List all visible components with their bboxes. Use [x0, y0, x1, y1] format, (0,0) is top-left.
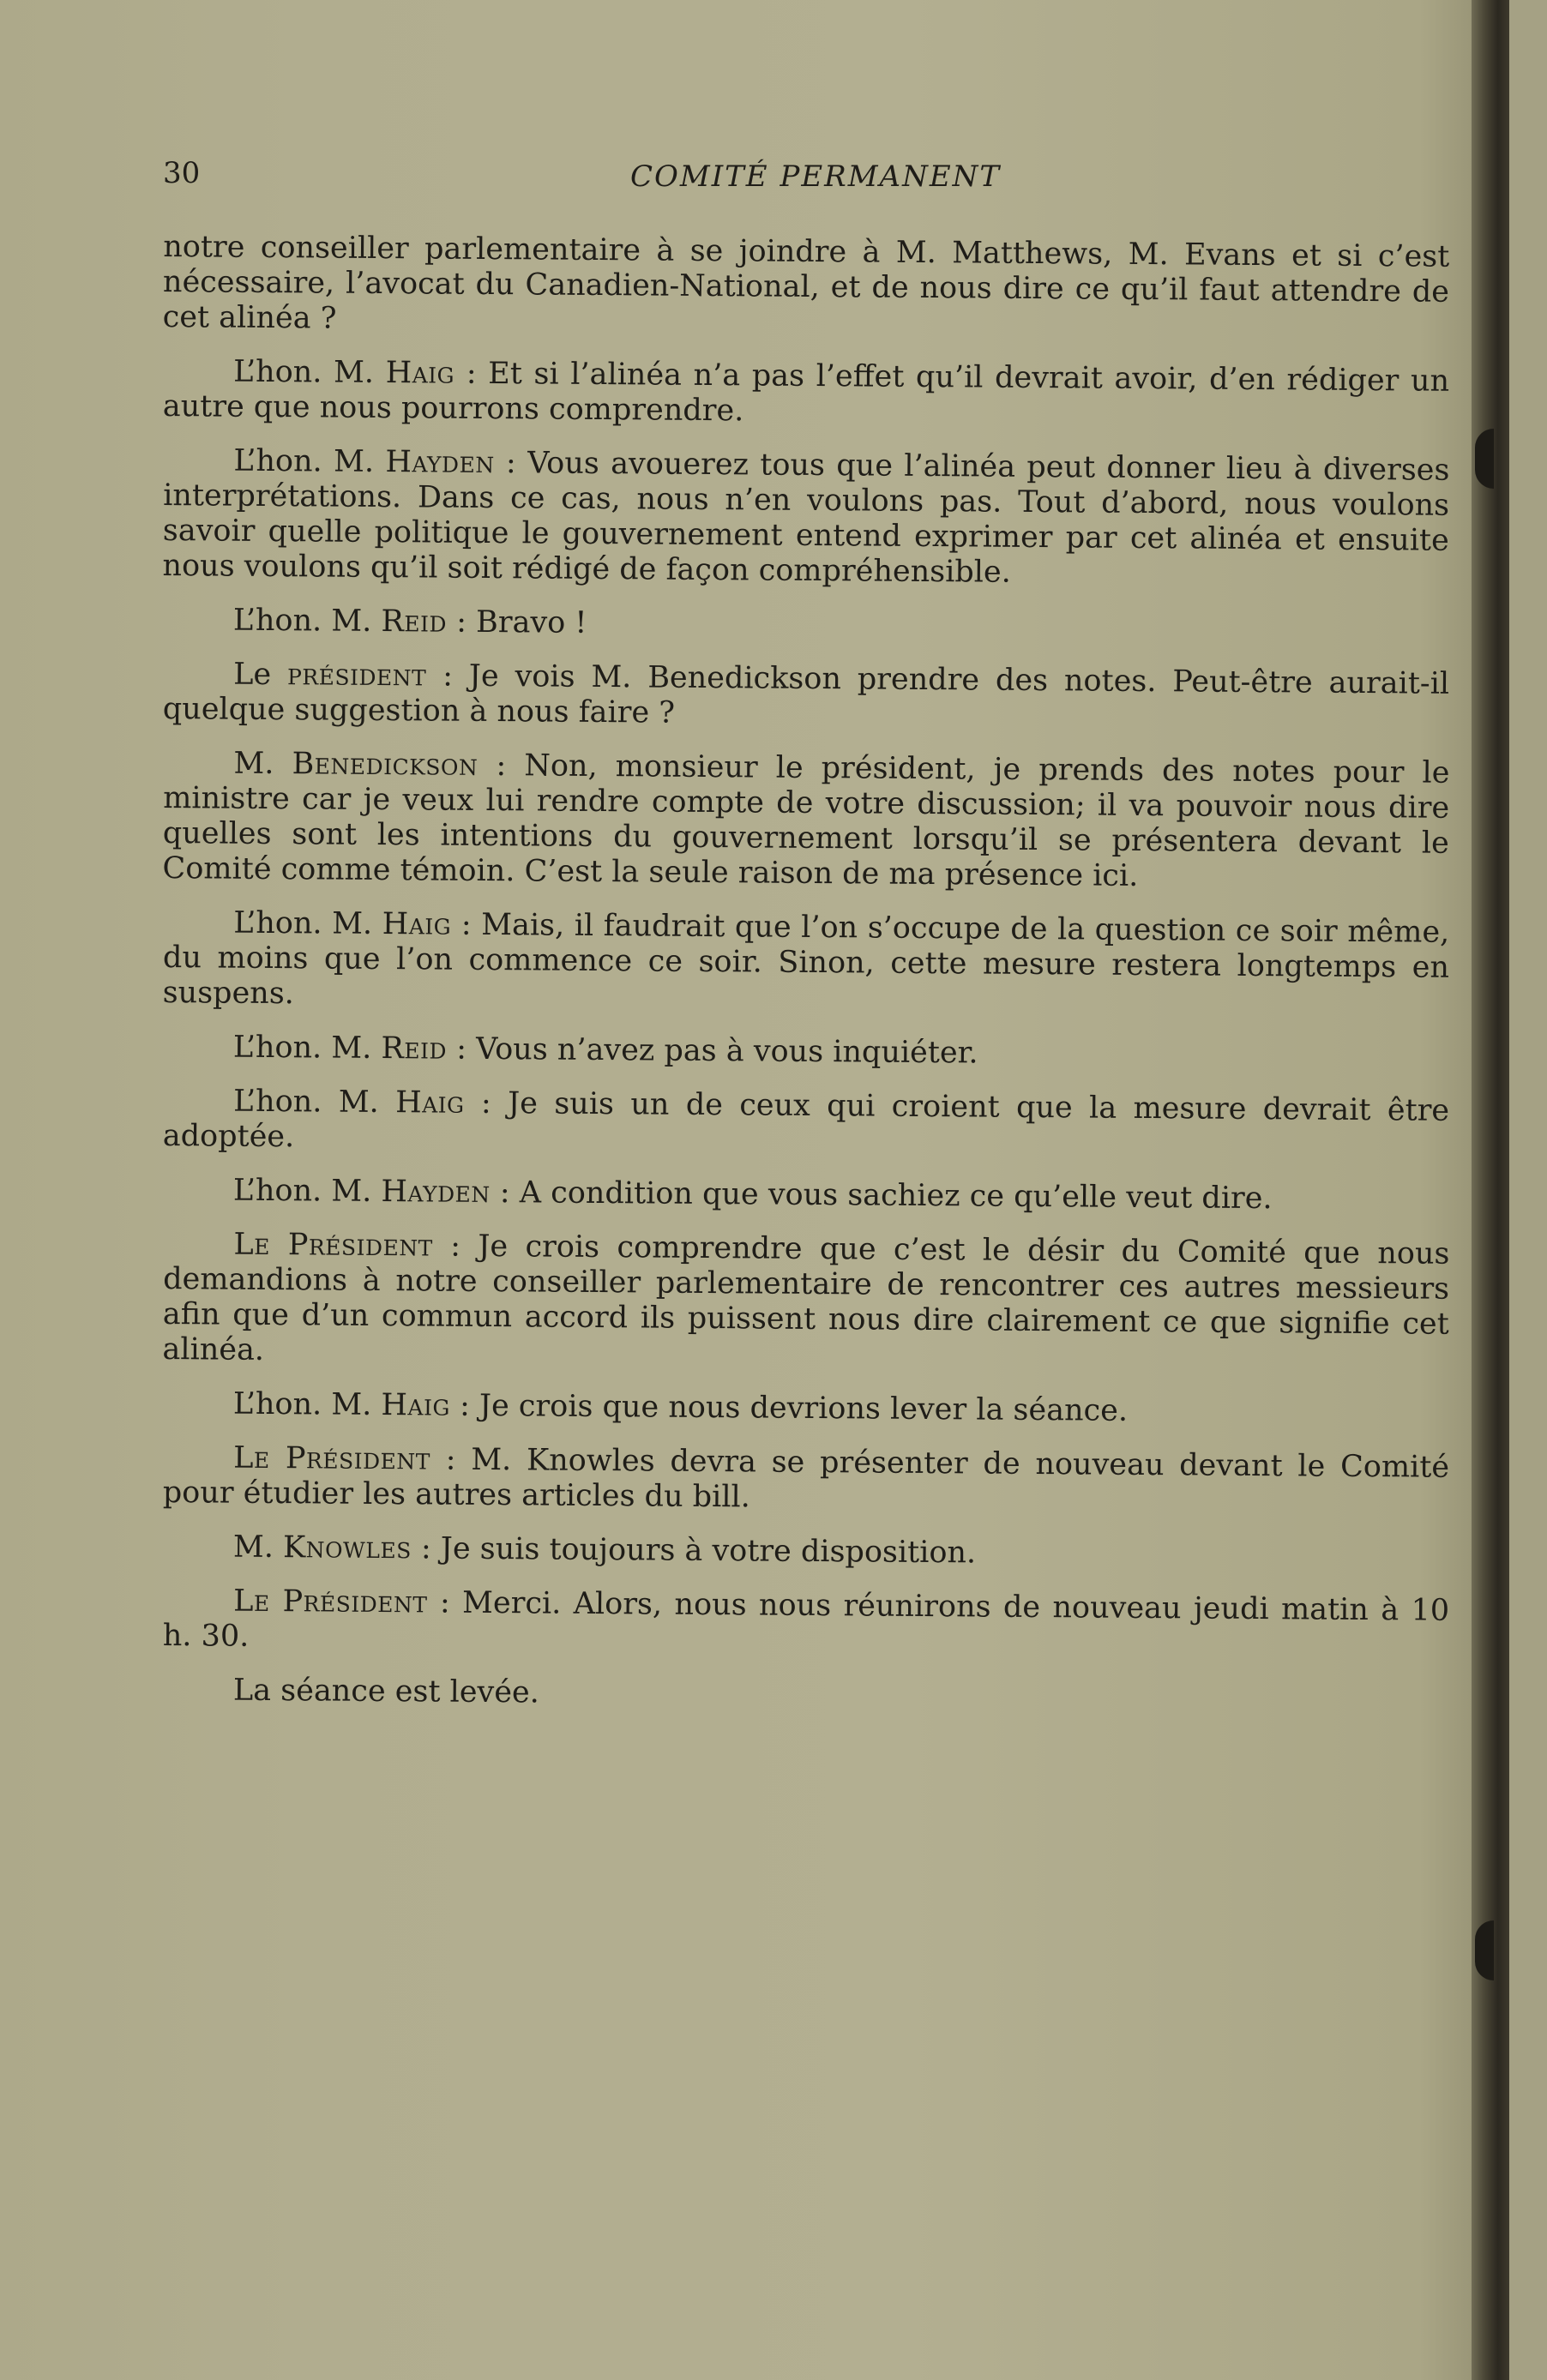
speaker-honorific: L’hon. M.	[233, 354, 375, 390]
speaker-name: Knowles	[282, 1530, 412, 1566]
speech-text: Mais, il faudrait que l’on s’occupe de la question ce soir même, du moins que l’on commence ce soir. Sinon, cette mesure restera longtemps en suspens.	[162, 907, 1450, 1012]
speaker-honorific: L’hon. M.	[232, 603, 372, 639]
binding-clip-mark	[1475, 429, 1494, 489]
speaker-colon: :	[445, 1442, 456, 1477]
speaker-honorific: L’hon. M.	[233, 905, 373, 941]
speaker-honorific: M.	[232, 1530, 274, 1566]
speech-paragraph	[163, 1530, 1449, 1575]
speaker-colon: :	[450, 1229, 461, 1264]
closing-text: La séance est levée.	[232, 1673, 540, 1710]
speaker-honorific: L’hon. M.	[232, 1030, 372, 1066]
speaker-colon: :	[505, 446, 516, 481]
speech-paragraph	[163, 905, 1450, 1021]
speech-text: Je crois comprendre que c’est le désir du Comité que nous demandions à notre conseiller parlementaire de rencontrer ces autres messieurs afin que d’un commun accord ils puissent nous dire clairement ce que signifie cet alinéa.	[162, 1229, 1450, 1367]
speaker-name: Haig	[394, 1085, 465, 1121]
speaker-honorific: L’hon. M.	[233, 1084, 379, 1120]
binding-edge	[1472, 0, 1509, 2380]
speaker-colon: :	[466, 356, 477, 391]
speaker-colon: :	[499, 1175, 510, 1211]
speaker-honorific: L’hon. M.	[232, 1386, 372, 1422]
closing-paragraph	[163, 1673, 1449, 1718]
speech-paragraph	[162, 746, 1449, 897]
speech-text: Je suis toujours à votre disposition.	[440, 1531, 977, 1571]
speaker-name: président	[286, 658, 427, 694]
speaker-name: Haig	[381, 1387, 451, 1423]
paragraph	[163, 230, 1450, 346]
speaker-colon: :	[480, 1085, 491, 1121]
speech-paragraph	[162, 443, 1449, 594]
speech-text: Bravo !	[475, 604, 587, 640]
speaker-colon: :	[442, 658, 454, 694]
speaker-name: Reid	[381, 1031, 448, 1067]
speech-text: Non, monsieur le président, je prends des notes pour le ministre car je veux lui rendre compte de votre discussion; il va pouvoir nous dire quelles sont les intentions du gouvernement lorsqu’il se présentera devant le Comité comme témoin. C’est la seule raison de ma présence ici.	[162, 748, 1450, 893]
page-body	[163, 230, 1449, 1727]
page-header	[163, 151, 1441, 202]
speaker-name: Hayden	[385, 445, 495, 481]
speaker-honorific: Le	[233, 657, 272, 692]
binding-clip-mark	[1475, 1920, 1494, 1980]
speech-text: Je suis un de ceux qui croient que la mesure devrait être adoptée.	[162, 1086, 1450, 1155]
speaker-name: Hayden	[381, 1174, 491, 1210]
page-number: 30	[163, 156, 201, 190]
speech-paragraph	[163, 1084, 1450, 1164]
speech-paragraph	[162, 1227, 1449, 1378]
speaker-name: Benedickson	[292, 747, 479, 783]
speech-paragraph	[163, 1030, 1449, 1075]
speech-text: Vous n’avez pas à vous inquiéter.	[475, 1031, 978, 1071]
speech-paragraph	[163, 1584, 1450, 1664]
speech-paragraph	[163, 354, 1450, 435]
speaker-honorific: M.	[233, 746, 274, 782]
speaker-name: Le Président	[233, 1584, 428, 1620]
speech-paragraph	[163, 1440, 1450, 1521]
speech-text: A condition que vous sachiez ce qu’elle veut dire.	[519, 1175, 1273, 1217]
speech-text: Merci. Alors, nous nous réunirons de nouveau jeudi matin à 10 h. 30.	[162, 1585, 1450, 1654]
speaker-name: Le Président	[233, 1227, 433, 1264]
speech-text: Vous avouerez tous que l’alinéa peut donner lieu à diverses interprétations. Dans ce cas, nous n’en voulons pas. Tout d’abord, nous voulons savoir quelle politique le gouvernement entend exprimer par cet alinéa et ensuite nous voulons qu’il soit rédigé de façon compréhensible.	[162, 446, 1450, 590]
speaker-name: Le Président	[233, 1440, 431, 1477]
speech-paragraph	[163, 1386, 1449, 1432]
speaker-name: Haig	[385, 356, 455, 391]
speech-text: Je vois M. Benedickson prendre des notes. Peut-être aurait-il quelque suggestion à nous faire ?	[162, 658, 1450, 730]
speaker-honorific: L’hon. M.	[233, 443, 375, 479]
speech-text: Je crois que nous devrions lever la séance.	[479, 1388, 1129, 1428]
speech-paragraph	[163, 1173, 1449, 1218]
speech-paragraph	[163, 657, 1450, 737]
speaker-colon: :	[439, 1585, 450, 1620]
running-title: COMITÉ PERMANENT	[630, 159, 1002, 194]
speaker-colon: :	[456, 604, 467, 640]
speaker-name: Haig	[382, 907, 452, 942]
speaker-name: Reid	[381, 604, 448, 640]
speaker-colon: :	[456, 1031, 467, 1067]
speaker-colon: :	[420, 1531, 431, 1566]
speech-paragraph	[163, 603, 1449, 648]
speech-text: Et si l’alinéa n’a pas l’effet qu’il devrait avoir, d’en rédiger un autre que nous pourrons comprendre.	[162, 356, 1450, 429]
speaker-honorific: L’hon. M.	[232, 1173, 372, 1209]
speaker-colon: :	[460, 907, 472, 942]
speaker-colon: :	[459, 1388, 471, 1423]
paragraph-text: notre conseiller parlementaire à se joindre à M. Matthews, M. Evans et si c’est nécessaire, l’avocat du Canadien-National, et de nous dire ce qu’il faut attendre de cet alinéa ?	[162, 230, 1450, 336]
speech-text: M. Knowles devra se présenter de nouveau devant le Comité pour étudier les autres articles du bill.	[162, 1442, 1450, 1515]
speaker-colon: :	[496, 748, 507, 784]
